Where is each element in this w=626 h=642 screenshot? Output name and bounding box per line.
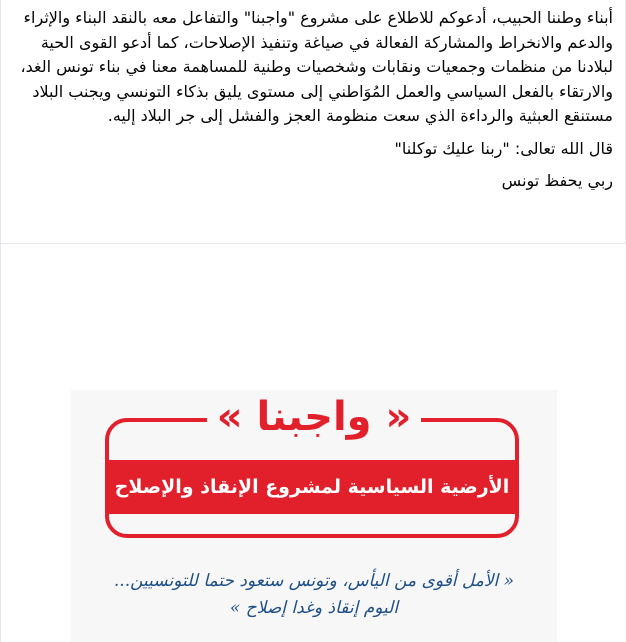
post-closing-line: ربي يحفظ تونس [501, 171, 613, 190]
campaign-poster [71, 390, 557, 642]
post-image[interactable] [1, 244, 626, 642]
poster-quote-line-2: اليوم إنقاذ وغدا إصلاح » [229, 598, 399, 618]
poster-subtitle-band: الأرضية السياسية لمشروع الإنقاذ والإصلاح [105, 460, 519, 514]
poster-title [71, 392, 557, 442]
post-quote-line: قال الله تعالى: "ربنا عليك توكلنا" [394, 138, 613, 158]
poster-title-text: « واجبنا » [207, 394, 422, 440]
post-text [11, 6, 613, 194]
post-paragraph: أبناء وطننا الحبيب، أدعوكم للاطلاع على مشروع "واجبنا" والتفاعل معه بالنقد البناء والإثراء والدعم والانخراط والمشاركة الفعالة في صياغة وتنفيذ الإصلاحات، كما أدعو القوى الحية لبلادنا من منظمات وجمعيات ونقابات وشخصيات وطنية للمساهمة معنا في بناء تونس الغد، والارتقاء بالفعل السياسي والعمل المُوَاطني إلى مستوى يليق بذكاء التونسي ويجنب البلاد مستنقع العبثية والرداءة الذي سعت منظومة العجز والفشل إلى جر البلاد إليه. [20, 8, 613, 125]
poster-quote [71, 568, 557, 622]
poster-quote-line-1: « الأمل أقوى من اليأس، وتونس ستعود حتما للتونسيين... [113, 571, 515, 591]
